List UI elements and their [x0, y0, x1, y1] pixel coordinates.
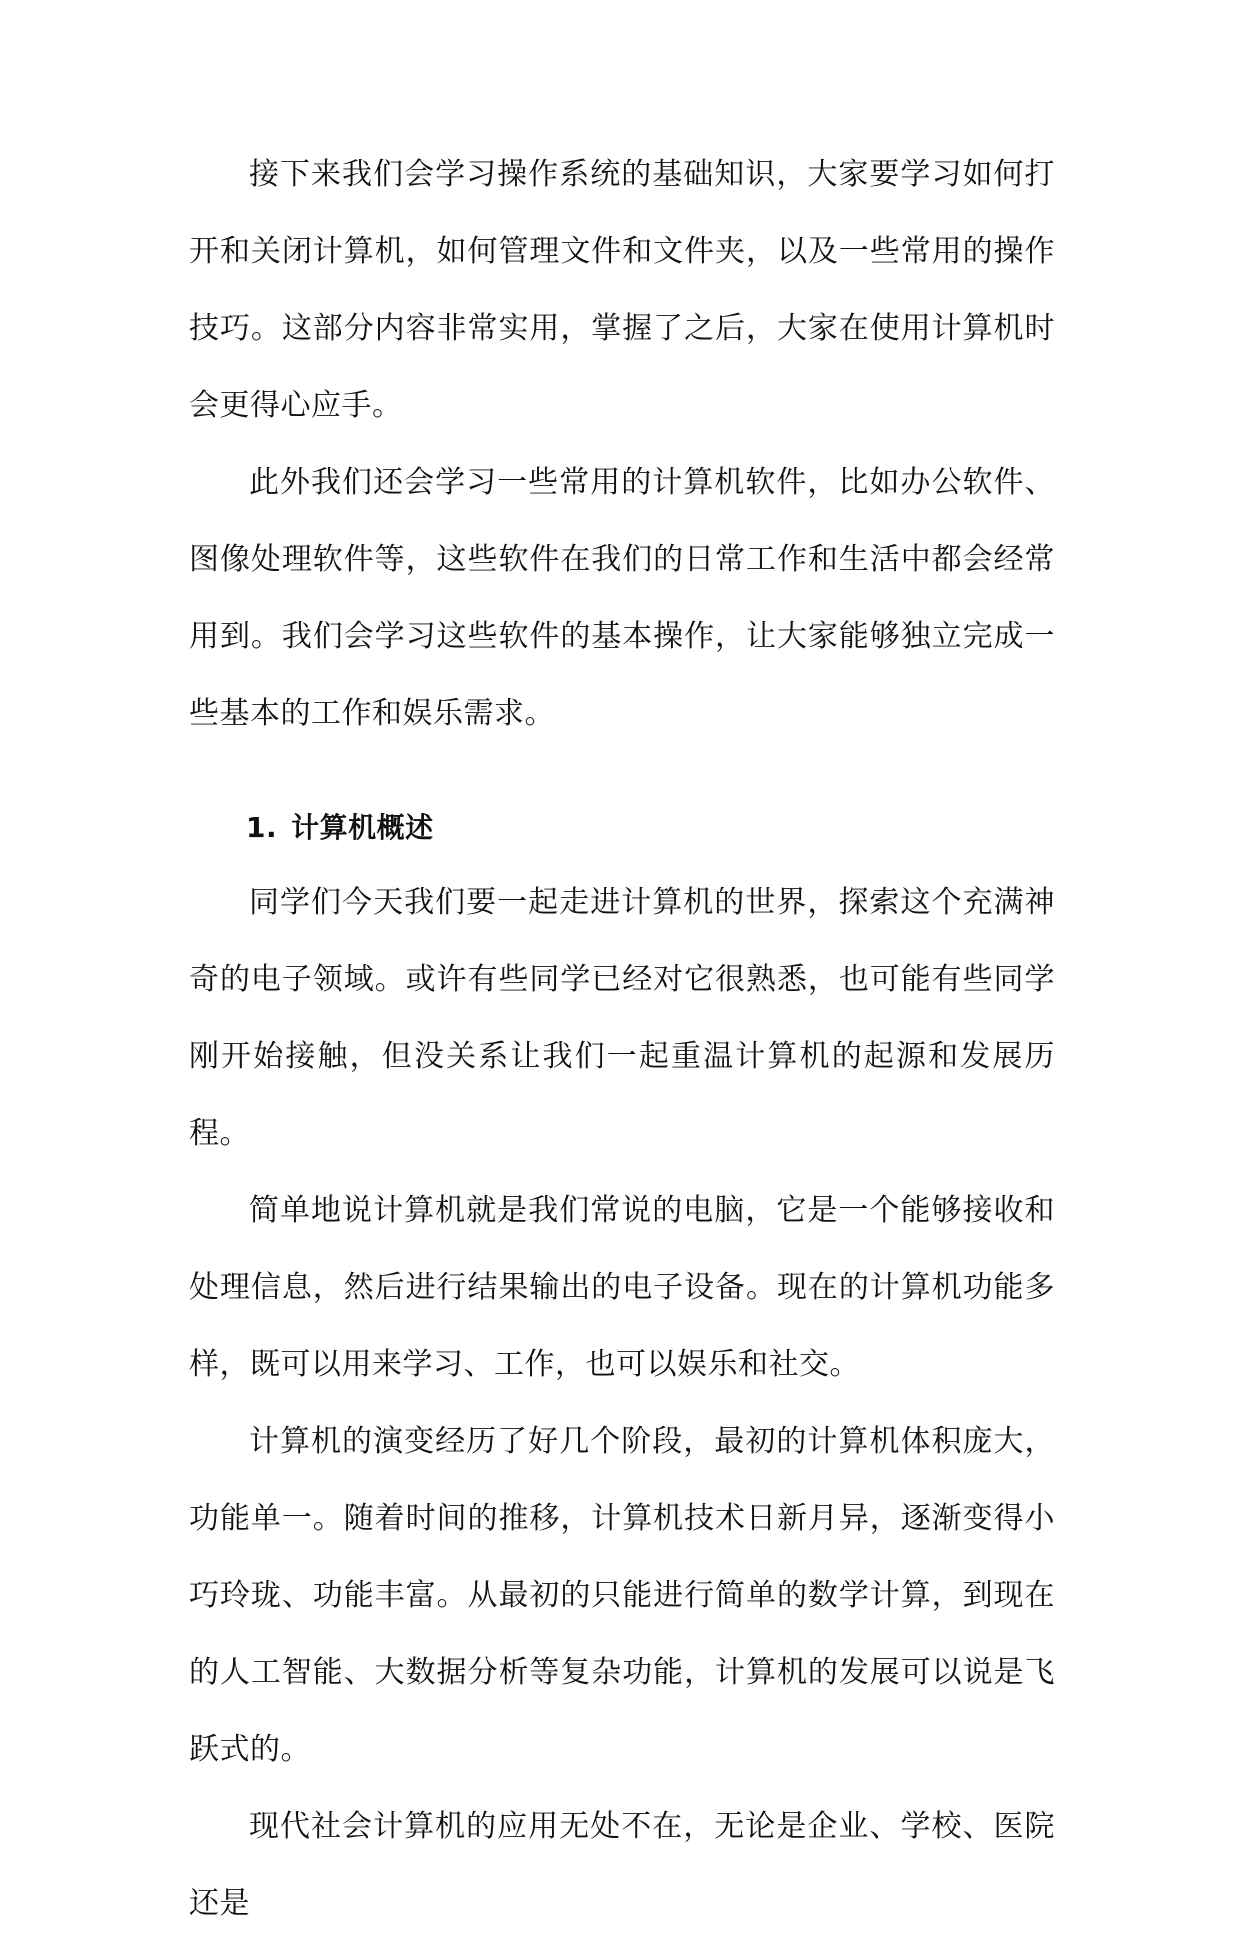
- paragraph-evolution: 计算机的演变经历了好几个阶段，最初的计算机体积庞大，功能单一。随着时间的推移，计算机技术日新月异，逐渐变得小巧玲珑、功能丰富。从最初的只能进行简单的数学计算，到现在的人工智能、大数据分析等复杂功能，计算机的发展可以说是飞跃式的。: [189, 1424, 1055, 1767]
- section-title: 计算机概述: [291, 811, 434, 844]
- paragraph-definition: 简单地说计算机就是我们常说的电脑，它是一个能够接收和处理信息，然后进行结果输出的电子设备。现在的计算机功能多样，既可以用来学习、工作，也可以娱乐和社交。: [189, 1193, 1055, 1382]
- document-page: [189, 136, 1055, 1942]
- paragraph-software: 此外我们还会学习一些常用的计算机软件，比如办公软件、图像处理软件等，这些软件在我们的日常工作和生活中都会经常用到。我们会学习这些软件的基本操作，让大家能够独立完成一些基本的工作和娱乐需求。: [189, 465, 1055, 731]
- section-heading: [189, 792, 1055, 864]
- paragraph-os-basics: 接下来我们会学习操作系统的基础知识，大家要学习如何打开和关闭计算机，如何管理文件和文件夹，以及一些常用的操作技巧。这部分内容非常实用，掌握了之后，大家在使用计算机时会更得心应手。: [189, 157, 1055, 423]
- paragraph-intro: 同学们今天我们要一起走进计算机的世界，探索这个充满神奇的电子领域。或许有些同学已经对它很熟悉，也可能有些同学刚开始接触，但没关系让我们一起重温计算机的起源和发展历程。: [189, 885, 1055, 1151]
- section-number: 1.: [246, 811, 278, 844]
- paragraph-applications: 现代社会计算机的应用无处不在，无论是企业、学校、医院还是: [189, 1809, 1055, 1921]
